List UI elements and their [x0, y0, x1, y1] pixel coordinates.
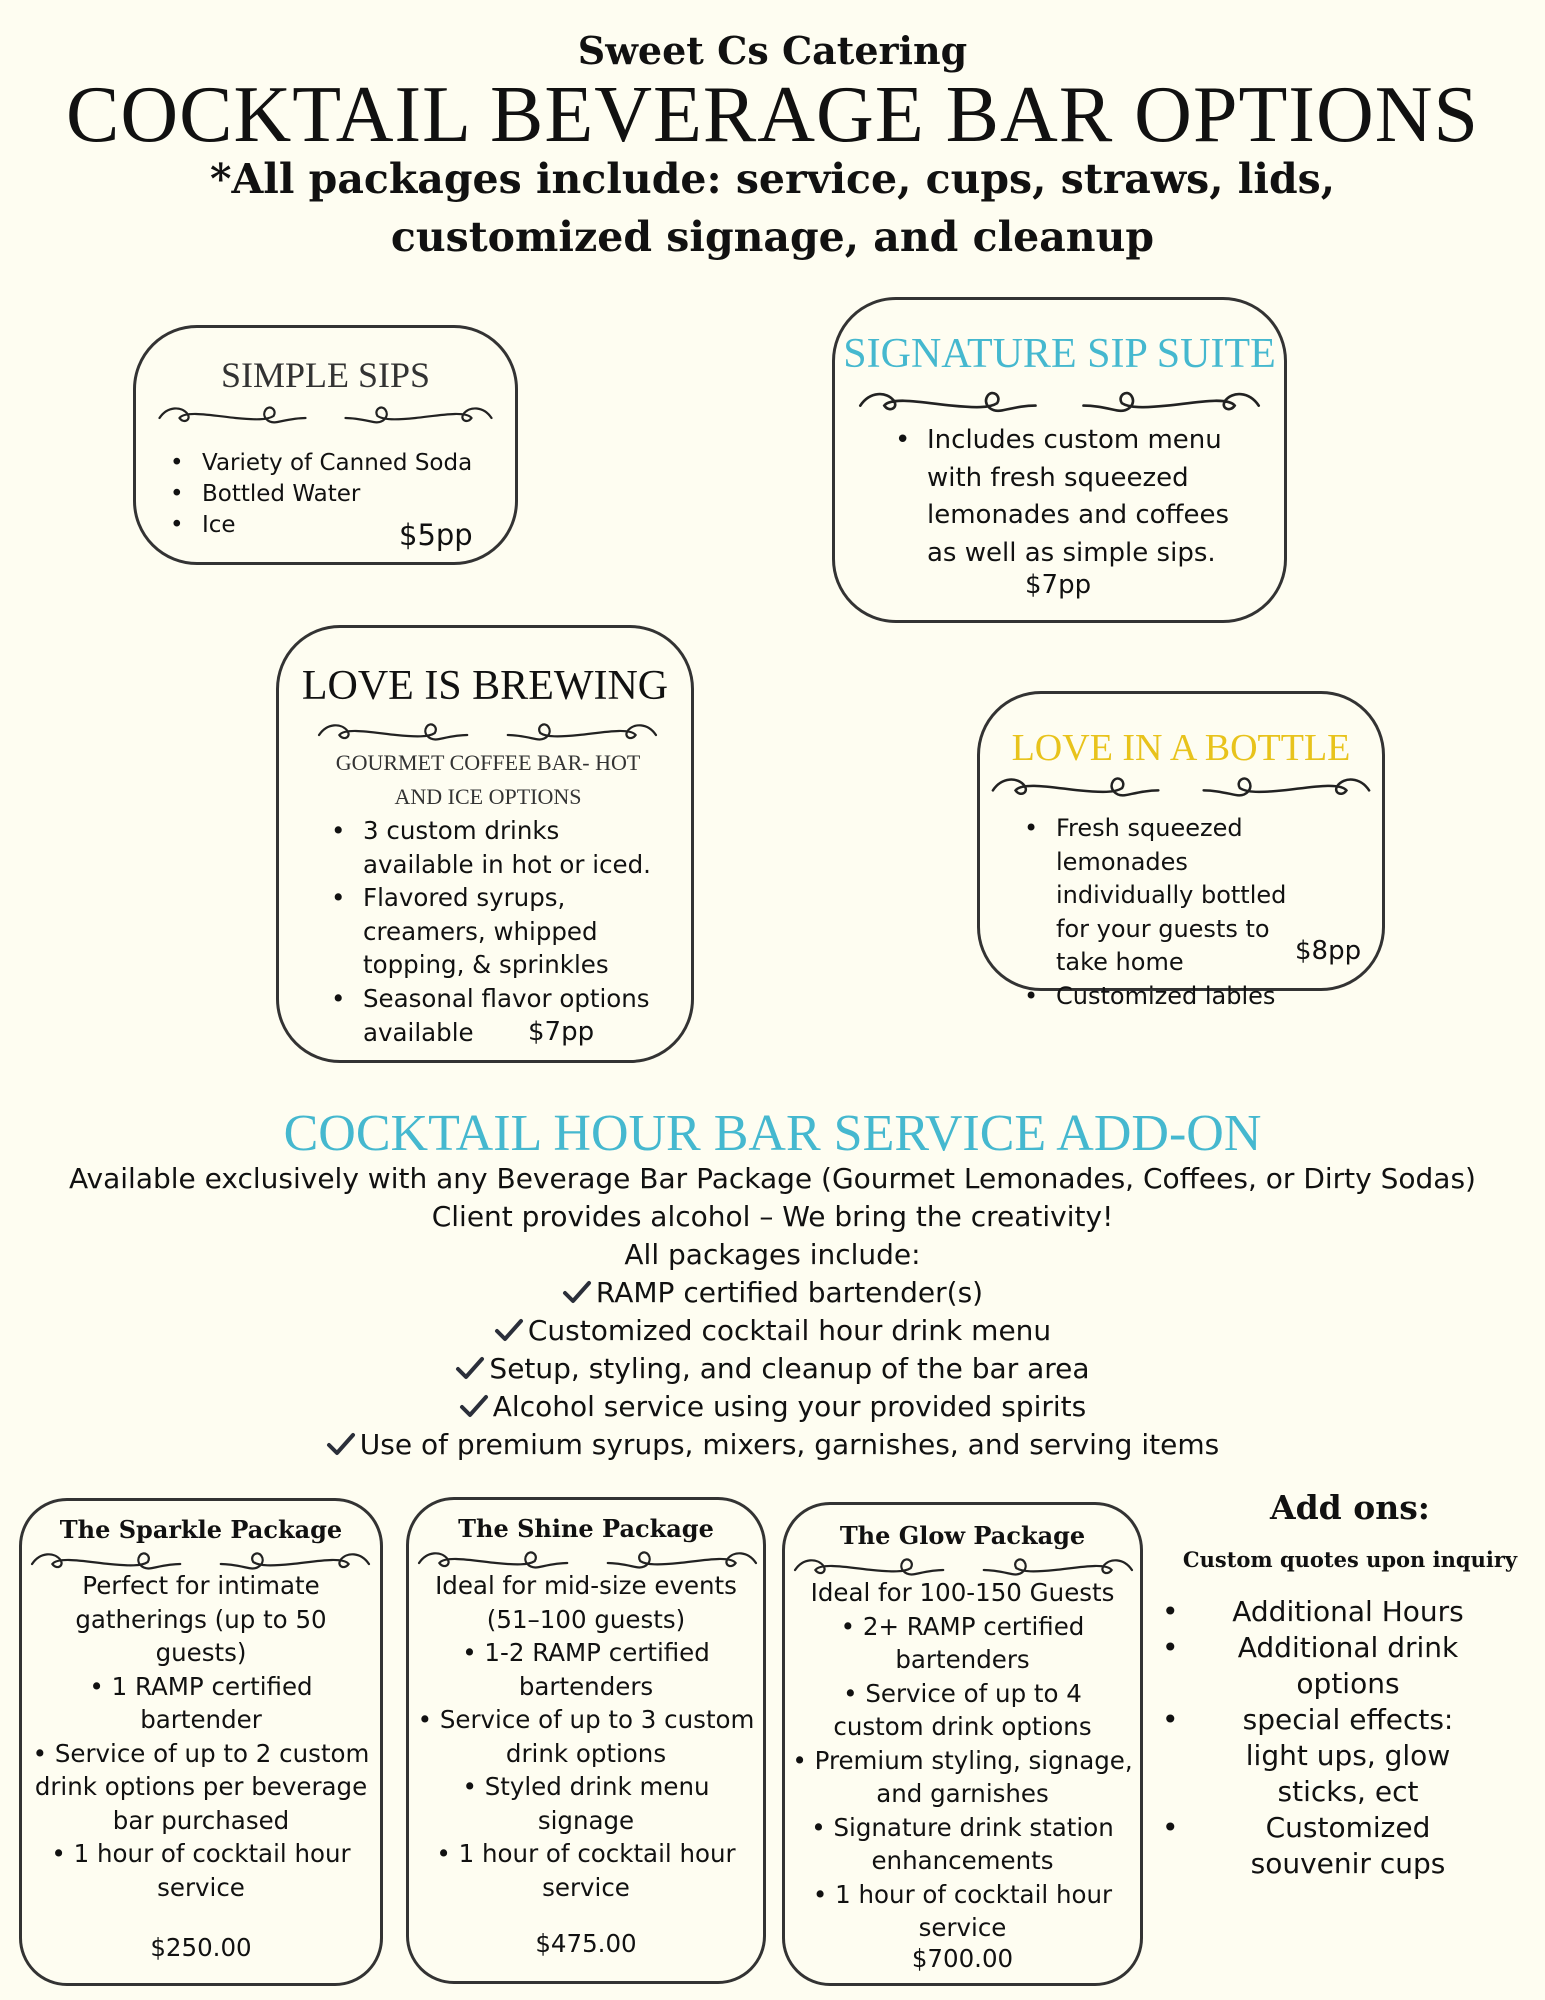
addons-subtitle: Custom quotes upon inquiry: [1182, 1547, 1518, 1572]
card-glow-package: [782, 1502, 1143, 1986]
include-item: Use of premium syrups, mixers, garnishes, and serving items: [0, 1426, 1545, 1464]
include-item: RAMP certified bartender(s): [0, 1274, 1545, 1312]
price-label: $475.00: [535, 1929, 637, 1958]
package-title: The Sparkle Package: [59, 1515, 343, 1544]
list-item: • Additional drink options: [1158, 1630, 1478, 1702]
price-label: $700.00: [911, 1944, 1014, 1973]
item-list: [1020, 812, 1310, 1013]
flourish-divider-icon: [986, 770, 1376, 804]
item-list: [327, 814, 672, 1049]
card-love-in-a-bottle: [977, 691, 1385, 1010]
package-details: Ideal for 100-150 Guests • 2+ RAMP certified bartenders • Service of up to 4 custom drink options • Premium styling, signage, and garnishes • Signature drink station enhancements • 1 hour of cocktail hour service: [792, 1578, 1133, 1942]
list-item: • special effects: light ups, glow sticks, ect: [1158, 1702, 1478, 1810]
package-details: Ideal for mid-size events (51–100 guests) • 1-2 RAMP certified bartenders • Service of up to 3 custom drink options • Styled drink menu signage • 1 hour of cocktail hour service: [417, 1571, 755, 1902]
card-subtitle: GOURMET COFFEE BAR- HOT AND ICE OPTIONS: [335, 750, 641, 809]
card-title: SIMPLE SIPS: [220, 355, 431, 395]
includes-note: *All packages include: service, cups, straws, lids, customized signage, and cleanup: [210, 155, 1335, 261]
addons-list: [1158, 1594, 1478, 1882]
checkmark-icon: [455, 1356, 485, 1380]
price-label: $5pp: [399, 518, 473, 552]
card-title: SIGNATURE SIP SUITE: [843, 331, 1276, 377]
include-item: Setup, styling, and cleanup of the bar area: [0, 1350, 1545, 1388]
list-item: • 3 custom drinks available in hot or iced.: [327, 814, 672, 881]
addons-title: Add ons:: [1269, 1488, 1430, 1527]
card-love-is-brewing: [276, 625, 694, 1063]
package-details: Perfect for intimate gatherings (up to 50 guests) • 1 RAMP certified bartender • Service of up to 2 custom drink options per beverage bar purchased • 1 hour of cocktail hour service: [32, 1571, 370, 1902]
card-title: LOVE IS BREWING: [301, 663, 669, 709]
availability-note: Available exclusively with any Beverage Bar Package (Gourmet Lemonades, Coffees, or Dirty Sodas): [69, 1162, 1476, 1195]
checkmark-icon: [562, 1280, 592, 1304]
package-title: The Shine Package: [458, 1514, 714, 1543]
checkmark-icon: [459, 1394, 489, 1418]
card-sparkle-package: [19, 1498, 383, 1986]
page-title: COCKTAIL BEVERAGE BAR OPTIONS: [66, 71, 1479, 159]
price-label: $250.00: [150, 1933, 252, 1962]
card-simple-sips: [133, 325, 518, 565]
flourish-divider-icon: [837, 384, 1282, 420]
cocktail-hour-title: COCKTAIL HOUR BAR SERVICE ADD-ON: [283, 1105, 1262, 1162]
list-item: • Additional Hours: [1158, 1594, 1478, 1630]
includes-label: All packages include:: [624, 1238, 921, 1271]
price-label: $7pp: [528, 1017, 595, 1047]
card-title: LOVE IN A BOTTLE: [1011, 727, 1351, 769]
list-item: • Flavored syrups, creamers, whipped topping, & sprinkles: [327, 881, 672, 982]
list-item: • Variety of Canned Soda: [166, 448, 472, 479]
card-signature-sip-suite: [832, 297, 1287, 623]
include-item: Customized cocktail hour drink menu: [0, 1312, 1545, 1350]
brand-name: Sweet Cs Catering: [577, 28, 968, 73]
list-item: • Seasonal flavor options available: [327, 982, 672, 1049]
package-title: The Glow Package: [839, 1521, 1086, 1550]
price-label: $7pp: [1025, 570, 1092, 600]
list-item: • Customized souvenir cups: [1158, 1810, 1478, 1882]
list-item: • Customized lables: [1020, 980, 1310, 1014]
list-item: • Bottled Water: [166, 479, 472, 510]
include-item: Alcohol service using your provided spirits: [0, 1388, 1545, 1426]
checkmark-icon: [494, 1318, 524, 1342]
price-label: $8pp: [1295, 936, 1362, 966]
card-shine-package: [406, 1497, 766, 1984]
list-item: • Ice: [166, 510, 472, 541]
checkmark-icon: [326, 1432, 356, 1456]
flourish-divider-icon: [315, 714, 660, 750]
client-note: Client provides alcohol – We bring the creativity!: [431, 1200, 1114, 1233]
list-item: • Includes custom menu with fresh squeezed lemonades and coffees as well as simple sips.: [891, 422, 1231, 572]
flourish-divider-icon: [148, 400, 503, 430]
item-list: [891, 422, 1231, 572]
list-item: • Fresh squeezed lemonades individually bottled for your guests to take home: [1020, 812, 1310, 980]
